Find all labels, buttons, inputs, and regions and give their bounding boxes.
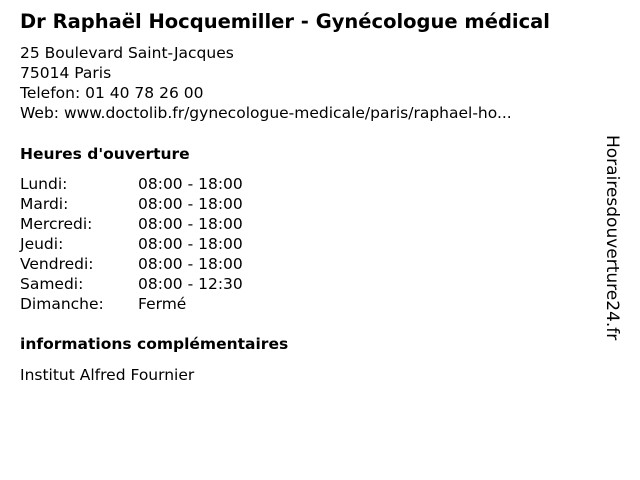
day-label: Vendredi: bbox=[20, 255, 94, 273]
day-label: Dimanche: bbox=[20, 295, 104, 313]
additional-info-heading: informations complémentaires bbox=[20, 335, 289, 353]
day-label: Samedi: bbox=[20, 275, 84, 293]
day-label: Mercredi: bbox=[20, 215, 93, 233]
additional-info-text: Institut Alfred Fournier bbox=[20, 366, 195, 384]
time-value: 08:00 - 18:00 bbox=[138, 215, 243, 233]
hours-row-thursday bbox=[20, 234, 243, 254]
hours-row-sunday bbox=[20, 294, 243, 314]
hours-row-wednesday bbox=[20, 214, 243, 234]
street-address: 25 Boulevard Saint-Jacques bbox=[20, 44, 234, 62]
phone-number: Telefon: 01 40 78 26 00 bbox=[20, 84, 204, 102]
page-title: Dr Raphaël Hocquemiller - Gynécologue médical bbox=[20, 10, 550, 33]
time-value: 08:00 - 18:00 bbox=[138, 235, 243, 253]
opening-hours-table bbox=[20, 174, 243, 314]
site-watermark: Horairesdouverture24.fr bbox=[602, 135, 622, 341]
time-value: Fermé bbox=[138, 295, 187, 313]
time-value: 08:00 - 18:00 bbox=[138, 175, 243, 193]
contact-block bbox=[20, 43, 512, 123]
time-value: 08:00 - 12:30 bbox=[138, 275, 243, 293]
hours-row-saturday bbox=[20, 274, 243, 294]
day-label: Lundi: bbox=[20, 175, 68, 193]
city-address: 75014 Paris bbox=[20, 64, 112, 82]
time-value: 08:00 - 18:00 bbox=[138, 255, 243, 273]
opening-hours-heading: Heures d'ouverture bbox=[20, 145, 190, 163]
day-label: Jeudi: bbox=[20, 235, 64, 253]
website-link[interactable]: Web: www.doctolib.fr/gynecologue-medicale/paris/raphael-ho... bbox=[20, 104, 512, 122]
hours-row-monday bbox=[20, 174, 243, 194]
day-label: Mardi: bbox=[20, 195, 69, 213]
hours-row-friday bbox=[20, 254, 243, 274]
hours-row-tuesday bbox=[20, 194, 243, 214]
time-value: 08:00 - 18:00 bbox=[138, 195, 243, 213]
